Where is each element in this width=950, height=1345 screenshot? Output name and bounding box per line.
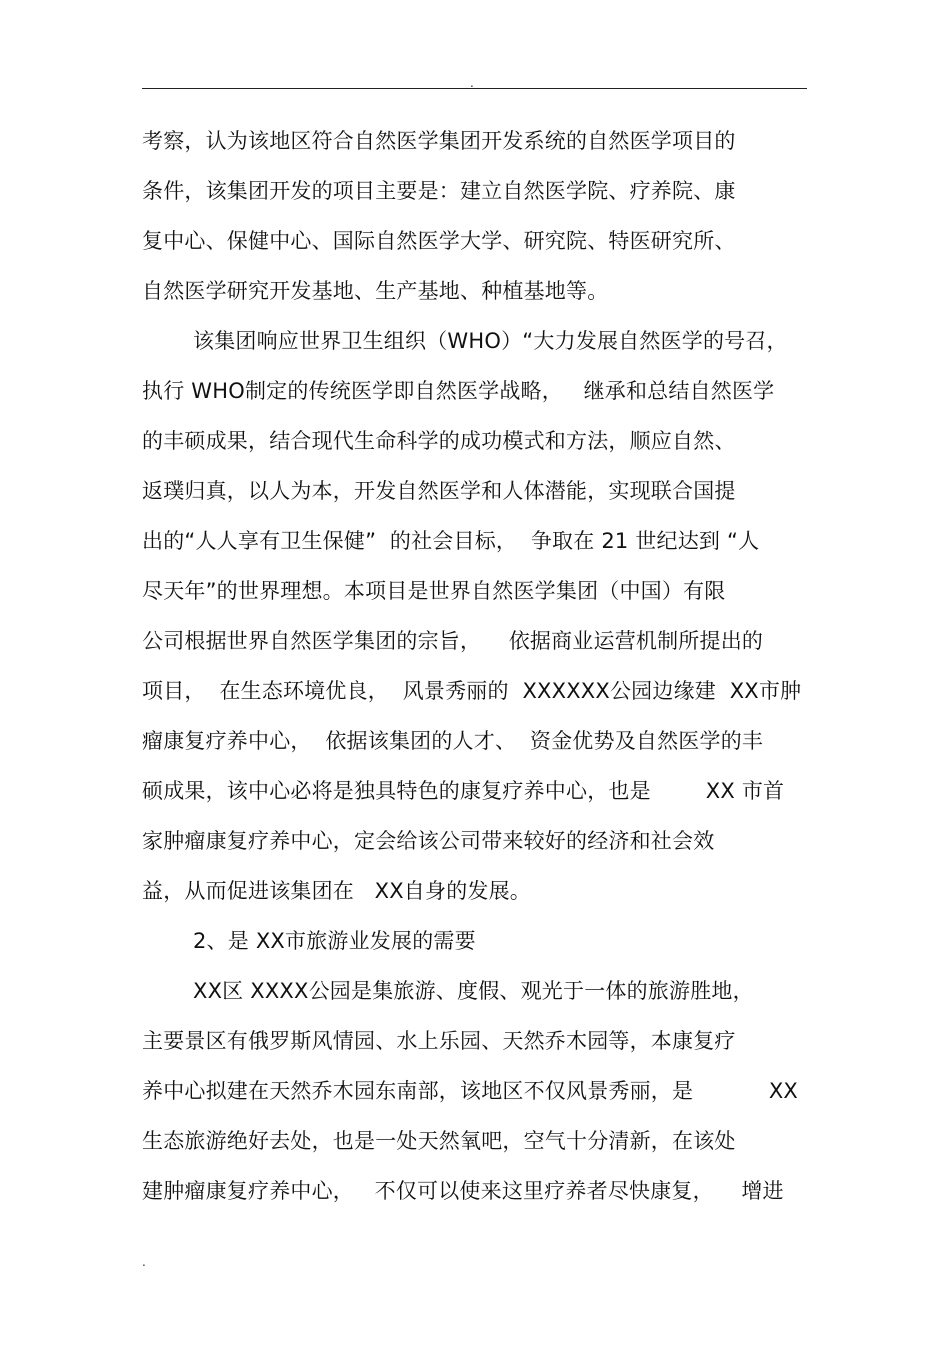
text-line: 瘤康复疗养中心， 依据该集团的人才、 资金优势及自然医学的丰 <box>142 729 764 753</box>
text-line: 尽天年”的世界理想。本项目是世界自然医学集团（中国）有限 <box>142 579 726 603</box>
footer-mark: . <box>142 1255 146 1269</box>
text-line: 项目， 在生态环境优良， 风景秀丽的 XXXXXX公园边缘建 XX市肿 <box>142 679 802 703</box>
text-line: 执行 WHO制定的传统医学即自然医学战略， 继承和总结自然医学 <box>142 379 775 403</box>
text-line: 硕成果，该中心必将是独具特色的康复疗养中心，也是 XX 市首 <box>142 779 785 803</box>
text-line: 出的“人人享有卫生保健” 的社会目标， 争取在 21 世纪达到 “人 <box>142 529 760 553</box>
header-rule <box>142 88 807 89</box>
text-line: 主要景区有俄罗斯风情园、水上乐园、天然乔木园等，本康复疗 <box>142 1029 736 1053</box>
text-line: 自然医学研究开发基地、生产基地、种植基地等。 <box>142 279 609 303</box>
text-line: 的丰硕成果，结合现代生命科学的成功模式和方法，顺应自然、 <box>142 429 736 453</box>
section-heading: 2、是 XX市旅游业发展的需要 <box>193 929 476 953</box>
text-line: 生态旅游绝好去处，也是一处天然氧吧，空气十分清新，在该处 <box>142 1129 736 1153</box>
text-line: 家肿瘤康复疗养中心，定会给该公司带来较好的经济和社会效 <box>142 829 715 853</box>
text-line: 益，从而促进该集团在 XX自身的发展。 <box>142 879 531 903</box>
header-mark: . <box>470 76 474 90</box>
text-line: 该集团响应世界卫生组织（WHO）“大力发展自然医学的号召， <box>193 329 788 353</box>
text-line: 养中心拟建在天然乔木园东南部，该地区不仅风景秀丽，是 XX <box>142 1079 798 1103</box>
text-line: XX区 XXXX公园是集旅游、度假、观光于一体的旅游胜地， <box>193 979 754 1003</box>
text-line: 返璞归真，以人为本，开发自然医学和人体潜能，实现联合国提 <box>142 479 736 503</box>
text-line: 考察，认为该地区符合自然医学集团开发系统的自然医学项目的 <box>142 129 736 153</box>
text-line: 复中心、保健中心、国际自然医学大学、研究院、特医研究所、 <box>142 229 736 253</box>
text-line: 公司根据世界自然医学集团的宗旨， 依据商业运营机制所提出的 <box>142 629 764 653</box>
text-line: 建肿瘤康复疗养中心， 不仅可以使来这里疗养者尽快康复， 增进 <box>142 1179 784 1203</box>
text-line: 条件，该集团开发的项目主要是：建立自然医学院、疗养院、康 <box>142 179 736 203</box>
